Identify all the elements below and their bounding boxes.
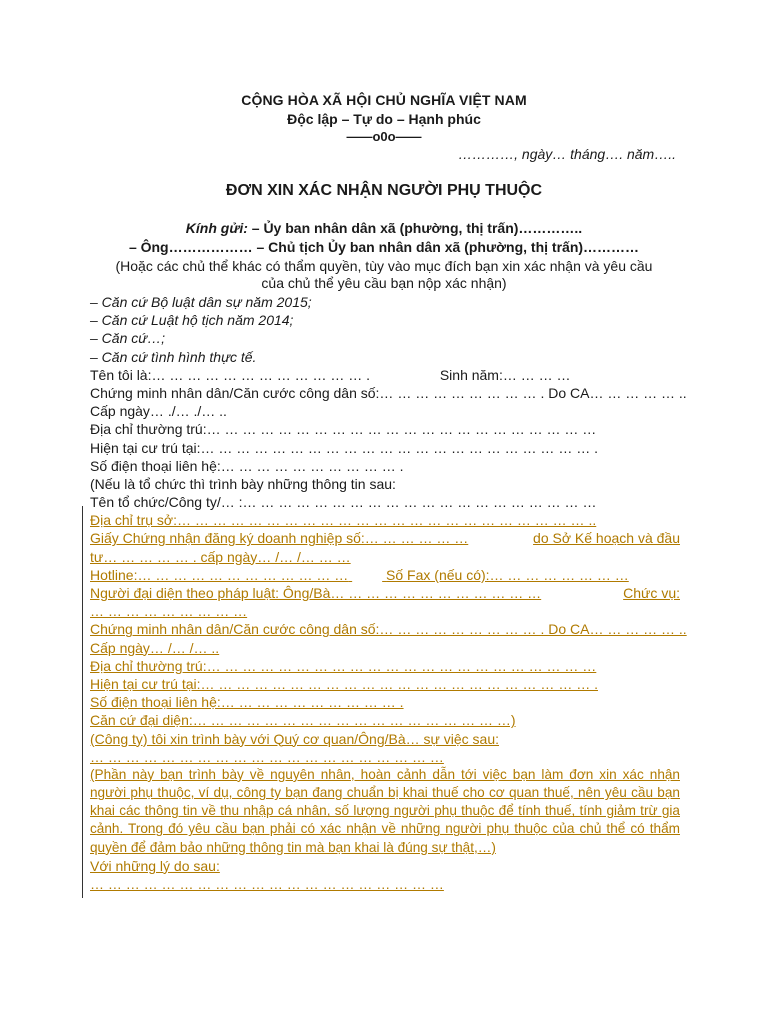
recipient-note-line-2: của chủ thể yêu cầu bạn nộp xác nhận): [261, 275, 507, 291]
recipient-note-line-1: (Hoặc các chủ thể khác có thẩm quyền, tùy vào mục đích bạn xin xác nhận và yêu cầu: [115, 258, 653, 274]
business-cert-line-2: tư… … … … … . cấp ngày… /… /… … …: [90, 548, 351, 565]
reasons-dots: … … … … … … … … … … … … … … … … … … … …: [90, 876, 444, 893]
nation-heading: CỘNG HÒA XÃ HỘI CHỦ NGHĨA VIỆT NAM: [241, 92, 527, 108]
org-address-field: Địa chỉ trụ sở:… … … … … … … … … … … … … … … … … … … … … … … ..: [90, 512, 597, 529]
org-current-address-field: Hiện tại cư trú tại:… … … … … … … … … … … … … … … … … … … … … … .: [90, 675, 598, 692]
name-field: Tên tôi là:… … … … … … … … … … … … .: [90, 366, 371, 383]
phone-field: Số điện thoại liên hệ:… … … … … … … … … … .: [90, 457, 404, 474]
legal-rep-position: Chức vụ:: [623, 585, 680, 601]
current-address-field: Hiện tại cư trú tại:… … … … … … … … … … … … … … … … … … … … … … .: [90, 439, 598, 456]
document-title: ĐƠN XIN XÁC NHẬN NGƯỜI PHỤ THUỘC: [225, 182, 543, 199]
id-number-field: Chứng minh nhân dân/Căn cước công dân số:… … … … … … … … … . Do CA… … … … … ..: [90, 384, 687, 401]
legal-rep-name: Người đại diện theo pháp luật: Ông/Bà… … … … … … … … … … … …: [90, 585, 542, 601]
legal-rep-line-2: … … … … … … … … …: [90, 603, 248, 620]
issue-date-field: Cấp ngày… ./… ./… ..: [90, 403, 227, 420]
recipient-line-1-text: – Ủy ban nhân dân xã (phường, thị trấn)…………..: [247, 220, 583, 236]
form-body: [90, 293, 687, 893]
explanation-paragraph: (Phần này bạn trình bày về nguyên nhân, hoàn cảnh dẫn tới việc bạn làm đơn xin xác nhận người phụ thuộc, ví dụ, công ty bạn đang chuẩn bị khai thuế cho cơ quan thuế, nên yêu cầu bạn khai các thông tin về thu nhập cá nhân, số lượng người phụ thuộc để tính thuế, tính giảm trừ gia cảnh. Trong đó yêu cầu bạn phải có xác nhận về những người phụ thuộc của chủ thể có thẩm quyền để đảm bảo những thông tin mà bạn khai là đúng sự thật,…): [90, 766, 680, 855]
org-issue-date-field: Cấp ngày… /… /… ..: [90, 639, 220, 656]
presentation-intro: (Công ty) tôi xin trình bày với Quý cơ quan/Ông/Bà… sự việc sau:: [90, 730, 500, 747]
org-phone-field: Số điện thoại liên hệ:… … … … … … … … … … .: [90, 694, 404, 711]
presentation-dots: … … … … … … … … … … … … … … … … … … … …: [90, 748, 444, 765]
org-id-number-field: Chứng minh nhân dân/Căn cước công dân số:… … … … … … … … … . Do CA… … … … … ..: [90, 621, 687, 638]
recipient-prefix: Kính gửi:: [185, 220, 248, 236]
business-cert-issuer: do Sở Kế hoạch và đầu: [533, 530, 680, 547]
header-separator: ——o0o——: [346, 129, 422, 144]
organization-name-field: Tên tổ chức/Công ty/… :… … … … … … … … … … … … … … … … … … … …: [90, 494, 597, 511]
basis-civil-code: – Căn cứ Bộ luật dân sự năm 2015;: [90, 294, 312, 310]
business-cert-line-1: [90, 529, 680, 547]
business-cert-number: Giấy Chứng nhận đăng ký doanh nghiệp số:… … … … … …: [90, 530, 469, 547]
org-permanent-address-field: Địa chỉ thường trú:… … … … … … … … … … … … … … … … … … … … … …: [90, 657, 597, 674]
organization-note: (Nếu là tổ chức thì trình bày những thông tin sau:: [90, 475, 396, 492]
basis-civil-status-law: – Căn cứ Luật hộ tịch năm 2014;: [90, 312, 294, 329]
recipient-line-1: [0, 220, 768, 236]
birth-year-field: Sinh năm:… … … …: [439, 366, 571, 383]
reasons-label: Với những lý do sau:: [90, 857, 220, 874]
motto-heading: Độc lập – Tự do – Hạnh phúc: [287, 111, 481, 127]
legal-rep-line-1: [90, 584, 680, 602]
basis-actual-situation: – Căn cứ tình hình thực tế.: [90, 348, 257, 365]
name-birth-line: [90, 366, 680, 384]
date-line: …………, ngày… tháng…. năm…..: [458, 146, 676, 162]
fax-field: Số Fax (nếu có):… … … … … … … …: [386, 566, 629, 583]
hotline-fax-line: [90, 566, 680, 584]
recipient-line-2: – Ông……………… – Chủ tịch Ủy ban nhân dân xã (phường, thị trấn)…………: [128, 239, 640, 255]
change-bar: [82, 506, 83, 898]
basis-other: – Căn cứ…;: [90, 330, 166, 347]
hotline-field: Hotline:… … … … … … … … … … … …: [90, 566, 349, 583]
representation-basis-field: Căn cứ đại diện:… … … … … … … … … … … … … … … … … …): [90, 712, 516, 729]
permanent-address-field: Địa chỉ thường trú:… … … … … … … … … … … … … … … … … … … … … …: [90, 421, 597, 438]
